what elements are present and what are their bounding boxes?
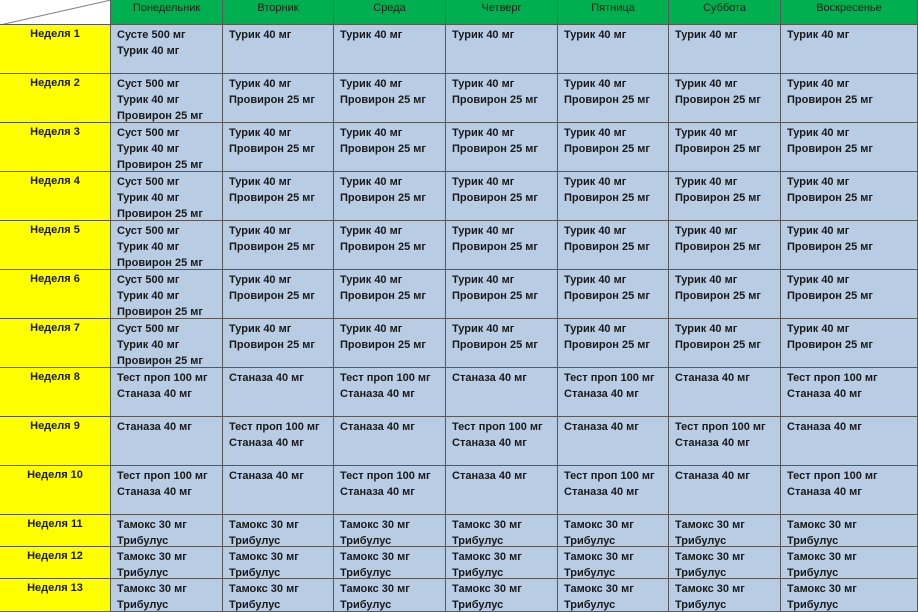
dose-line: Станаза 40 мг: [675, 437, 750, 449]
dose-line: Провирон 25 мг: [117, 355, 204, 367]
dose-line: Станаза 40 мг: [564, 421, 639, 433]
week-label: Неделя 7: [0, 319, 111, 368]
dose-line: Провирон 25 мг: [117, 306, 204, 318]
dose-line: Провирон 25 мг: [340, 290, 427, 302]
dose-line: Провирон 25 мг: [340, 143, 427, 155]
dose-line: Станаза 40 мг: [787, 388, 862, 400]
dose-line: Турик 40 мг: [787, 29, 850, 41]
dose-line: Станаза 40 мг: [340, 388, 415, 400]
dose-line: Провирон 25 мг: [117, 208, 204, 220]
dose-line: Тамокс 30 мг: [564, 551, 634, 563]
dose-line: Провирон 25 мг: [787, 290, 874, 302]
day-header: Пятница: [558, 0, 669, 25]
dose-line: Трибулус: [787, 567, 839, 579]
dose-cell: [558, 123, 669, 172]
dose-line: Трибулус: [452, 535, 504, 547]
dose-line: Турик 40 мг: [452, 78, 515, 90]
dose-line: Турик 40 мг: [229, 29, 292, 41]
day-header: Суббота: [669, 0, 781, 25]
dose-line: Турик 40 мг: [675, 29, 738, 41]
dose-line: Турик 40 мг: [564, 274, 627, 286]
dose-line: Трибулус: [675, 567, 727, 579]
dose-line: Трибулус: [340, 567, 392, 579]
dose-cell: [558, 515, 669, 547]
week-label: Неделя 5: [0, 221, 111, 270]
week-label: Неделя 10: [0, 466, 111, 515]
dose-line: Станаза 40 мг: [229, 470, 304, 482]
dose-line: Трибулус: [229, 599, 281, 611]
dose-cell: [669, 221, 781, 270]
dose-line: Трибулус: [787, 599, 839, 611]
dose-line: Турик 40 мг: [564, 29, 627, 41]
dose-cell: [111, 74, 223, 123]
dose-line: Тамокс 30 мг: [787, 551, 857, 563]
dose-line: Станаза 40 мг: [787, 486, 862, 498]
dose-line: Провирон 25 мг: [452, 192, 539, 204]
week-label: Неделя 3: [0, 123, 111, 172]
dose-line: Тамокс 30 мг: [452, 583, 522, 595]
dose-line: Провирон 25 мг: [564, 339, 651, 351]
dose-line: Суст 500 мг: [117, 78, 180, 90]
dose-line: Турик 40 мг: [564, 176, 627, 188]
dose-cell: [111, 221, 223, 270]
week-label: Неделя 1: [0, 25, 111, 74]
dose-cell: [223, 417, 334, 466]
week-label: Неделя 11: [0, 515, 111, 547]
dose-line: Станаза 40 мг: [117, 486, 192, 498]
dose-cell: [223, 123, 334, 172]
dose-line: Турик 40 мг: [340, 78, 403, 90]
dose-line: Станаза 40 мг: [117, 388, 192, 400]
dose-line: Турик 40 мг: [229, 127, 292, 139]
dose-line: Турик 40 мг: [229, 225, 292, 237]
dose-cell: [111, 515, 223, 547]
dose-cell: [223, 515, 334, 547]
dose-line: Турик 40 мг: [787, 274, 850, 286]
dose-line: Турик 40 мг: [452, 323, 515, 335]
dose-line: Тамокс 30 мг: [564, 583, 634, 595]
dose-line: Турик 40 мг: [117, 290, 180, 302]
dose-line: Тамокс 30 мг: [229, 583, 299, 595]
dose-line: Турик 40 мг: [340, 274, 403, 286]
dose-line: Станаза 40 мг: [452, 470, 527, 482]
dose-line: Турик 40 мг: [340, 176, 403, 188]
dose-line: Трибулус: [452, 567, 504, 579]
dose-cell: [446, 417, 558, 466]
dose-cell: [669, 25, 781, 74]
dose-cell: [334, 221, 446, 270]
dose-cell: [781, 221, 918, 270]
dose-line: Тамокс 30 мг: [675, 583, 745, 595]
dose-line: Турик 40 мг: [564, 78, 627, 90]
dose-line: Турик 40 мг: [229, 176, 292, 188]
dose-cell: [111, 547, 223, 579]
dose-cell: [223, 319, 334, 368]
dose-cell: [111, 579, 223, 612]
dose-line: Суст 500 мг: [117, 323, 180, 335]
dose-cell: [334, 466, 446, 515]
dose-line: Тамокс 30 мг: [675, 519, 745, 531]
dose-line: Провирон 25 мг: [340, 192, 427, 204]
dose-line: Провирон 25 мг: [229, 192, 316, 204]
dose-cell: [558, 579, 669, 612]
dose-cell: [446, 270, 558, 319]
dose-line: Тамокс 30 мг: [452, 551, 522, 563]
dose-line: Станаза 40 мг: [229, 437, 304, 449]
day-header: Четверг: [446, 0, 558, 25]
week-label: Неделя 6: [0, 270, 111, 319]
week-label: Неделя 4: [0, 172, 111, 221]
dose-line: Трибулус: [787, 535, 839, 547]
dose-cell: [781, 270, 918, 319]
dose-cell: [111, 123, 223, 172]
dose-cell: [223, 547, 334, 579]
dose-cell: [111, 319, 223, 368]
dose-cell: [111, 172, 223, 221]
day-header: Вторник: [223, 0, 334, 25]
dose-cell: [558, 172, 669, 221]
dose-cell: [558, 270, 669, 319]
dose-line: Турик 40 мг: [229, 323, 292, 335]
dose-line: Турик 40 мг: [117, 45, 180, 57]
dose-line: Тест проп 100 мг: [452, 421, 543, 433]
dose-cell: [558, 547, 669, 579]
corner-cell: [0, 0, 111, 25]
dose-line: Провирон 25 мг: [675, 339, 762, 351]
dose-line: Станаза 40 мг: [564, 388, 639, 400]
dose-cell: [334, 417, 446, 466]
dose-cell: [223, 368, 334, 417]
dose-cell: [669, 123, 781, 172]
dose-line: Трибулус: [117, 599, 169, 611]
dose-line: Турик 40 мг: [675, 225, 738, 237]
dose-cell: [223, 579, 334, 612]
dose-line: Провирон 25 мг: [229, 94, 316, 106]
week-label: Неделя 9: [0, 417, 111, 466]
dose-line: Суст 500 мг: [117, 127, 180, 139]
dose-line: Станаза 40 мг: [675, 470, 750, 482]
dose-line: Турик 40 мг: [452, 127, 515, 139]
dose-line: Провирон 25 мг: [564, 94, 651, 106]
dose-line: Провирон 25 мг: [229, 339, 316, 351]
dose-line: Трибулус: [229, 535, 281, 547]
dose-cell: [334, 368, 446, 417]
dose-line: Тамокс 30 мг: [229, 551, 299, 563]
dose-line: Трибулус: [229, 567, 281, 579]
dose-line: Турик 40 мг: [452, 274, 515, 286]
dose-line: Тест проп 100 мг: [340, 372, 431, 384]
dose-line: Турик 40 мг: [117, 143, 180, 155]
dose-cell: [223, 25, 334, 74]
dose-line: Турик 40 мг: [564, 323, 627, 335]
dose-cell: [446, 547, 558, 579]
dose-cell: [669, 547, 781, 579]
dose-cell: [558, 319, 669, 368]
dose-line: Станаза 40 мг: [452, 372, 527, 384]
dose-cell: [446, 123, 558, 172]
dose-line: Турик 40 мг: [787, 225, 850, 237]
dose-cell: [111, 466, 223, 515]
dose-cell: [446, 466, 558, 515]
dose-line: Тамокс 30 мг: [117, 519, 187, 531]
dose-cell: [781, 123, 918, 172]
day-header: Среда: [334, 0, 446, 25]
dose-line: Провирон 25 мг: [117, 257, 204, 269]
dose-cell: [334, 172, 446, 221]
dose-line: Провирон 25 мг: [564, 143, 651, 155]
dose-cell: [446, 368, 558, 417]
dose-cell: [781, 515, 918, 547]
dose-cell: [669, 172, 781, 221]
dose-cell: [334, 25, 446, 74]
dose-line: Турик 40 мг: [452, 176, 515, 188]
dose-line: Турик 40 мг: [117, 192, 180, 204]
dose-line: Станаза 40 мг: [675, 372, 750, 384]
dose-line: Трибулус: [117, 567, 169, 579]
dose-line: Суст 500 мг: [117, 274, 180, 286]
dose-line: Провирон 25 мг: [452, 94, 539, 106]
dose-cell: [223, 466, 334, 515]
dose-cell: [334, 319, 446, 368]
dose-cell: [781, 319, 918, 368]
dose-cell: [781, 172, 918, 221]
dose-cell: [669, 579, 781, 612]
dose-cell: [223, 270, 334, 319]
day-header: Понедельник: [111, 0, 223, 25]
dose-line: Провирон 25 мг: [787, 94, 874, 106]
dose-line: Станаза 40 мг: [340, 421, 415, 433]
dose-line: Суст 500 мг: [117, 225, 180, 237]
dose-cell: [781, 368, 918, 417]
dose-line: Турик 40 мг: [340, 127, 403, 139]
dose-line: Тест проп 100 мг: [117, 470, 208, 482]
dose-cell: [669, 515, 781, 547]
dose-cell: [781, 74, 918, 123]
dose-line: Тест проп 100 мг: [117, 372, 208, 384]
dose-line: Станаза 40 мг: [229, 372, 304, 384]
dose-line: Тамокс 30 мг: [787, 519, 857, 531]
dose-cell: [781, 25, 918, 74]
dose-line: Провирон 25 мг: [340, 339, 427, 351]
dose-line: Турик 40 мг: [787, 78, 850, 90]
dose-line: Станаза 40 мг: [452, 437, 527, 449]
dose-line: Турик 40 мг: [452, 29, 515, 41]
dose-cell: [334, 74, 446, 123]
dose-line: Тест проп 100 мг: [787, 470, 878, 482]
dose-cell: [334, 270, 446, 319]
dose-cell: [558, 74, 669, 123]
dose-line: Провирон 25 мг: [229, 143, 316, 155]
dose-line: Тамокс 30 мг: [340, 583, 410, 595]
dose-line: Суст 500 мг: [117, 176, 180, 188]
dose-line: Трибулус: [564, 599, 616, 611]
dose-cell: [334, 123, 446, 172]
dose-line: Провирон 25 мг: [564, 290, 651, 302]
dose-line: Тест проп 100 мг: [229, 421, 320, 433]
dose-cell: [558, 417, 669, 466]
dose-line: Тамокс 30 мг: [117, 551, 187, 563]
dose-line: Турик 40 мг: [340, 323, 403, 335]
dose-cell: [446, 515, 558, 547]
dose-line: Турик 40 мг: [564, 225, 627, 237]
dose-line: Станаза 40 мг: [117, 421, 192, 433]
dose-line: Сусте 500 мг: [117, 29, 186, 41]
dose-line: Провирон 25 мг: [675, 192, 762, 204]
week-label: Неделя 2: [0, 74, 111, 123]
dose-cell: [781, 579, 918, 612]
dose-line: Тамокс 30 мг: [117, 583, 187, 595]
dose-line: Тамокс 30 мг: [229, 519, 299, 531]
dose-line: Провирон 25 мг: [117, 110, 204, 122]
dose-line: Провирон 25 мг: [117, 159, 204, 171]
dose-line: Турик 40 мг: [117, 94, 180, 106]
dose-line: Трибулус: [117, 535, 169, 547]
dose-line: Провирон 25 мг: [564, 192, 651, 204]
dose-line: Тамокс 30 мг: [787, 583, 857, 595]
dose-line: Провирон 25 мг: [787, 143, 874, 155]
dose-line: Трибулус: [340, 599, 392, 611]
dose-line: Турик 40 мг: [564, 127, 627, 139]
dose-line: Тест проп 100 мг: [340, 470, 431, 482]
dose-cell: [334, 515, 446, 547]
dose-line: Станаза 40 мг: [340, 486, 415, 498]
dose-line: Провирон 25 мг: [452, 290, 539, 302]
dose-line: Турик 40 мг: [675, 274, 738, 286]
dose-line: Турик 40 мг: [340, 29, 403, 41]
dose-cell: [781, 547, 918, 579]
dose-cell: [223, 221, 334, 270]
dose-line: Провирон 25 мг: [787, 339, 874, 351]
dose-line: Трибулус: [564, 567, 616, 579]
dose-cell: [558, 25, 669, 74]
dose-cell: [558, 466, 669, 515]
dose-cell: [446, 319, 558, 368]
dose-line: Турик 40 мг: [675, 176, 738, 188]
dose-line: Провирон 25 мг: [675, 241, 762, 253]
dose-line: Провирон 25 мг: [229, 241, 316, 253]
dose-line: Турик 40 мг: [675, 127, 738, 139]
week-label: Неделя 12: [0, 547, 111, 579]
dose-line: Тест проп 100 мг: [787, 372, 878, 384]
dose-cell: [446, 579, 558, 612]
dose-cell: [334, 579, 446, 612]
dose-line: Трибулус: [675, 599, 727, 611]
dose-cell: [558, 221, 669, 270]
dose-line: Турик 40 мг: [787, 323, 850, 335]
dose-line: Провирон 25 мг: [787, 192, 874, 204]
dose-cell: [781, 466, 918, 515]
dose-line: Провирон 25 мг: [564, 241, 651, 253]
dose-line: Провирон 25 мг: [452, 143, 539, 155]
dose-line: Трибулус: [564, 535, 616, 547]
dose-line: Турик 40 мг: [117, 339, 180, 351]
dose-line: Тамокс 30 мг: [340, 519, 410, 531]
dose-cell: [669, 466, 781, 515]
dose-cell: [669, 74, 781, 123]
dose-cell: [111, 270, 223, 319]
dose-line: Провирон 25 мг: [452, 241, 539, 253]
dose-line: Провирон 25 мг: [675, 143, 762, 155]
week-label: Неделя 8: [0, 368, 111, 417]
dose-cell: [111, 368, 223, 417]
dose-cell: [223, 172, 334, 221]
dose-line: Тамокс 30 мг: [564, 519, 634, 531]
dose-line: Провирон 25 мг: [340, 241, 427, 253]
dose-line: Турик 40 мг: [675, 323, 738, 335]
dose-cell: [223, 74, 334, 123]
dose-line: Тест проп 100 мг: [564, 470, 655, 482]
dose-line: Станаза 40 мг: [564, 486, 639, 498]
dose-cell: [669, 319, 781, 368]
dose-line: Провирон 25 мг: [229, 290, 316, 302]
dose-line: Тамокс 30 мг: [452, 519, 522, 531]
dose-line: Тамокс 30 мг: [340, 551, 410, 563]
dose-line: Турик 40 мг: [229, 274, 292, 286]
dose-line: Турик 40 мг: [675, 78, 738, 90]
dose-line: Провирон 25 мг: [452, 339, 539, 351]
dose-line: Тест проп 100 мг: [675, 421, 766, 433]
dose-line: Провирон 25 мг: [675, 290, 762, 302]
dose-cell: [558, 368, 669, 417]
dose-line: Тест проп 100 мг: [564, 372, 655, 384]
dose-line: Тамокс 30 мг: [675, 551, 745, 563]
dose-cell: [446, 25, 558, 74]
dose-line: Турик 40 мг: [452, 225, 515, 237]
dose-cell: [669, 270, 781, 319]
day-header: Воскресенье: [781, 0, 918, 25]
dose-cell: [669, 368, 781, 417]
dose-line: Трибулус: [340, 535, 392, 547]
dose-cell: [669, 417, 781, 466]
dose-line: Станаза 40 мг: [787, 421, 862, 433]
dose-line: Турик 40 мг: [340, 225, 403, 237]
dose-line: Провирон 25 мг: [787, 241, 874, 253]
dose-cell: [111, 25, 223, 74]
dose-cell: [446, 221, 558, 270]
dose-line: Провирон 25 мг: [340, 94, 427, 106]
dose-cell: [781, 417, 918, 466]
dose-cell: [446, 74, 558, 123]
dose-line: Трибулус: [675, 535, 727, 547]
dose-cell: [334, 547, 446, 579]
dose-line: Турик 40 мг: [787, 176, 850, 188]
dose-line: Турик 40 мг: [117, 241, 180, 253]
dose-line: Турик 40 мг: [229, 78, 292, 90]
dose-line: Провирон 25 мг: [675, 94, 762, 106]
dose-cell: [111, 417, 223, 466]
dose-cell: [446, 172, 558, 221]
corner-diagonal-line: [0, 0, 111, 25]
dose-line: Турик 40 мг: [787, 127, 850, 139]
week-label: Неделя 13: [0, 579, 111, 612]
dose-line: Трибулус: [452, 599, 504, 611]
